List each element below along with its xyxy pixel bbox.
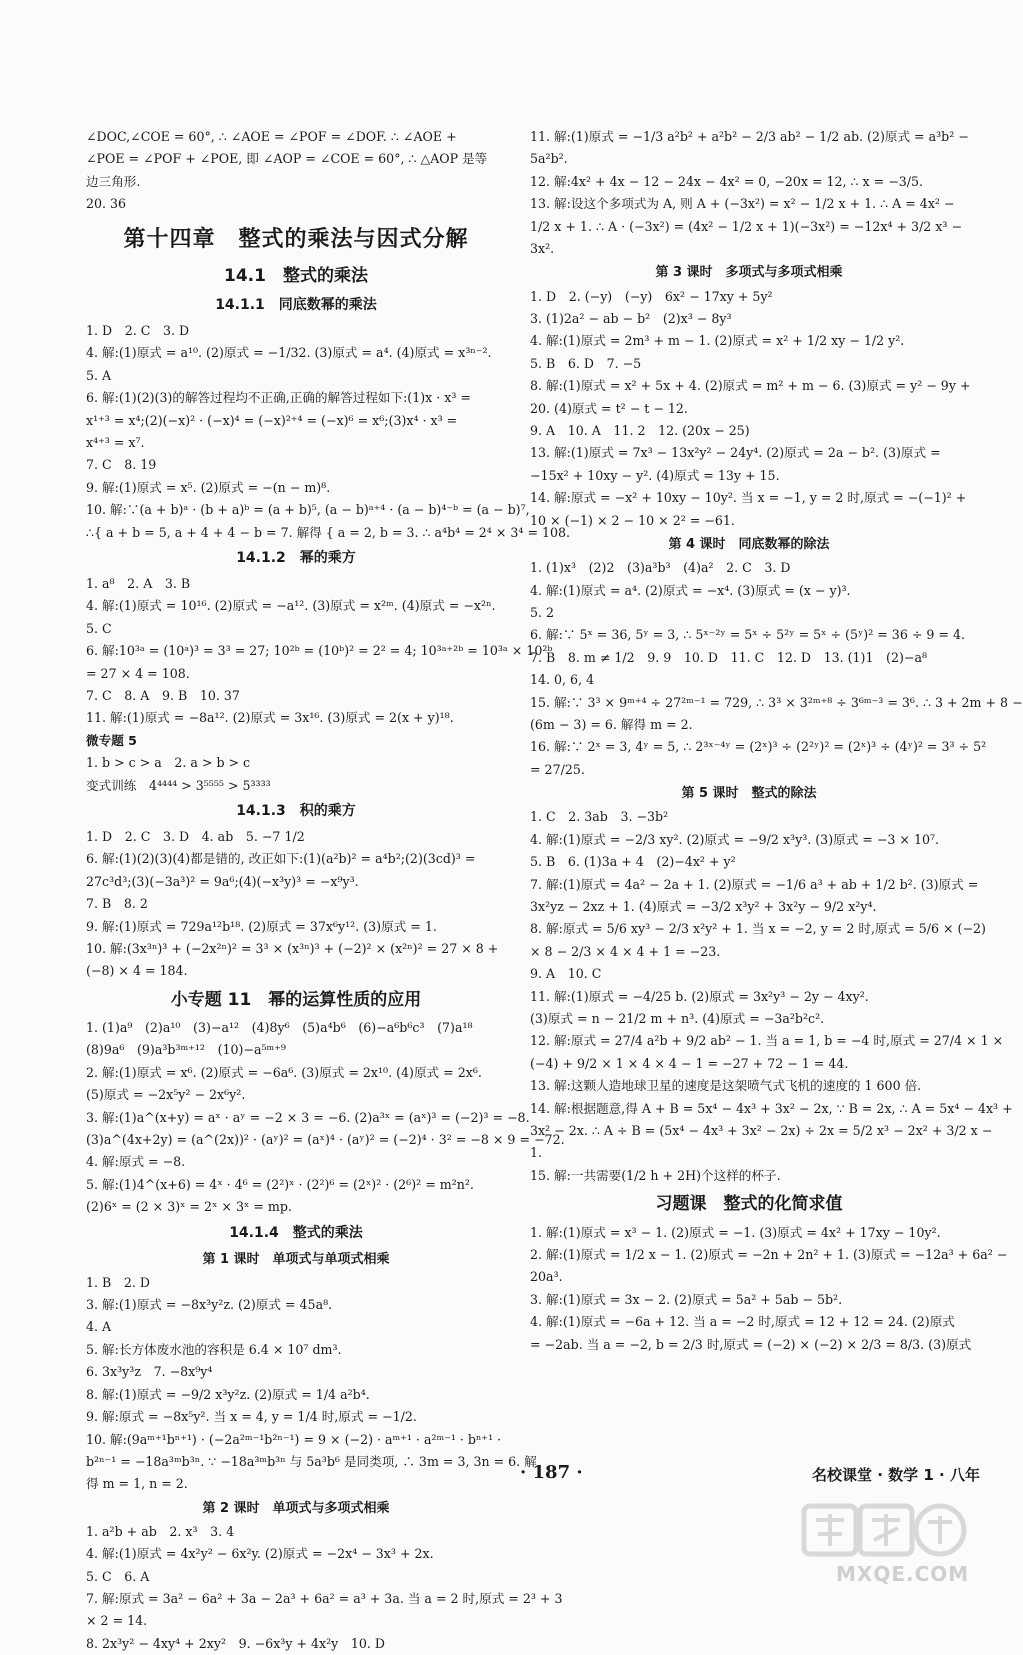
- answer-line: (3)a^(4x+2y) = (a^(2x))² · (aʸ)² = (aˣ)⁴ · (aʸ)² = (−2)⁴ · 3² = −8 × 9 = −72.: [86, 1132, 565, 1147]
- answer-line: 4. 解:原式 = −8.: [86, 1154, 186, 1170]
- answer-line: 20a³.: [530, 1269, 563, 1285]
- answer-line: x¹⁺³ = x⁴;(2)(−x)² · (−x)⁴ = (−x)²⁺⁴ = (−x)⁶ = x⁶;(3)x⁴ · x³ =: [86, 412, 458, 428]
- answer-line: 3x²yz − 2xz + 1. (4)原式 = −3/2 x³y² + 3x²y − 9/2 x²y⁴.: [530, 898, 877, 914]
- answer-line: b²ⁿ⁻¹ = −18a³ᵐb³ⁿ. ∵ −18a³ᵐb³ⁿ 与 5a³b⁶ 是同类项, ∴ 3m = 3, 3n = 6. 解: [86, 1453, 537, 1469]
- answer-line: 11. 解:(1)原式 = −8a¹². (2)原式 = 3x¹⁶. (3)原式 = 2(x + y)¹⁸.: [86, 710, 454, 726]
- answer-line: 7. C 8. 19: [86, 457, 157, 473]
- answer-line: 2. 解:(1)原式 = 1/2 x − 1. (2)原式 = −2n + 2n² + 1. (3)原式 = −12a³ + 6a² −: [530, 1246, 1008, 1262]
- answer-line: x⁴⁺³ = x⁷.: [86, 434, 145, 450]
- lesson-title: 第 3 课时 多项式与多项式相乘: [655, 265, 843, 281]
- subsection-title: 14.1.4 整式的乘法: [229, 1224, 363, 1241]
- answer-line: 5. B 6. (1)3a + 4 (2)−4x² + y²: [530, 854, 736, 870]
- answer-line: 7. C 8. A 9. B 10. 37: [86, 687, 240, 703]
- answer-line: 10. 解:∵(a + b)ᵃ · (b + a)ᵇ = (a + b)⁵, (a − b)ᵃ⁺⁴ · (a − b)⁴⁻ᵇ = (a − b)⁷,: [86, 502, 530, 518]
- answer-line: 4. A: [86, 1319, 112, 1335]
- lesson-title: 第 4 课时 同底数幂的除法: [668, 537, 830, 553]
- answer-line: × 8 − 2/3 × 4 × 4 + 1 = −23.: [530, 943, 721, 959]
- answer-line: 3x².: [530, 241, 555, 257]
- right-column: [530, 126, 1023, 1356]
- answer-line: 12. 解:4x² + 4x − 12 − 24x − 4x² = 0, −20x = 12, ∴ x = −3/5.: [530, 173, 924, 189]
- answer-line: 1. D 2. (−y) (−y) 6x² − 17xy + 5y²: [530, 288, 773, 304]
- answer-line: 7. 解:原式 = 3a² − 6a² + 3a − 2a³ + 6a² = a³ + 3a. 当 a = 2 时,原式 = 2³ + 3: [86, 1591, 563, 1607]
- answer-line: 15. 解:∵ 3³ × 9ᵐ⁺⁴ ÷ 27²ᵐ⁻¹ = 729, ∴ 3³ × 3²ᵐ⁺⁸ ÷ 3⁶ᵐ⁻³ = 3⁶. ∴ 3 + 2m + 8 −: [530, 694, 1023, 710]
- answer-line: 20. (4)原式 = t² − t − 12.: [530, 400, 688, 416]
- answer-line: 6. 3x³y³z 7. −8x⁹y⁴: [86, 1364, 213, 1380]
- answer-line: 1. (1)a⁹ (2)a¹⁰ (3)−a¹² (4)8y⁶ (5)a⁴b⁶ (6)−a⁶b⁶c³ (7)a¹⁸: [86, 1019, 473, 1035]
- topic-title: 小专题 11 幂的运算性质的应用: [170, 989, 422, 1010]
- answer-line: 5. 解:长方体废水池的容积是 6.4 × 10⁷ dm³.: [86, 1341, 342, 1357]
- answer-line: = 27 × 4 = 108.: [86, 665, 190, 681]
- answer-line: 14. 解:原式 = −x² + 10xy − 10y². 当 x = −1, y = 2 时,原式 = −(−1)² +: [530, 490, 967, 506]
- book-title: 名校课堂 · 数学 1 · 八年: [812, 1466, 980, 1484]
- answer-line: 4. 解:(1)原式 = a⁴. (2)原式 = −x⁴. (3)原式 = (x − y)³.: [530, 582, 851, 598]
- answer-line: 6. 解:(1)(2)(3)的解答过程均不正确,正确的解答过程如下:(1)x · x³ =: [86, 390, 471, 406]
- answer-line: 10. 解:(9aᵐ⁺¹bⁿ⁺¹) · (−2a²ᵐ⁻¹b²ⁿ⁻¹) = 9 × (−2) · aᵐ⁺¹ · a²ᵐ⁻¹ · bⁿ⁺¹ ·: [86, 1431, 502, 1447]
- answer-line: 8. 解:(1)原式 = x² + 5x + 4. (2)原式 = m² + m − 6. (3)原式 = y² − 9y +: [530, 378, 971, 394]
- subsection-title: 14.1.3 积的乘方: [236, 802, 356, 819]
- answer-line: 1/2 x + 1. ∴ A · (−3x²) = (4x² − 1/2 x + 1)(−3x²) = −12x⁴ + 3/2 x³ −: [530, 218, 963, 234]
- answer-line: 1. D 2. C 3. D: [86, 322, 190, 338]
- answer-line: 8. 解:(1)原式 = −9/2 x³y²z. (2)原式 = 1/4 a²b⁴.: [86, 1386, 370, 1402]
- answer-line: 得 m = 1, n = 2.: [86, 1476, 188, 1492]
- answer-line: 1. B 2. D: [86, 1274, 150, 1290]
- answer-line: 9. A 10. A 11. 2 12. (20x − 25): [530, 423, 750, 438]
- answer-line: 5. B 6. D 7. −5: [530, 355, 642, 371]
- answer-line: 1. (1)x³ (2)2 (3)a³b³ (4)a² 2. C 3. D: [530, 560, 791, 576]
- answer-line: 边三角形.: [86, 173, 141, 189]
- answer-line: (5)原式 = −2x⁵y² − 2x⁶y².: [86, 1087, 246, 1103]
- answer-line: 2. 解:(1)原式 = x⁶. (2)原式 = −6a⁶. (3)原式 = 2x¹⁰. (4)原式 = 2x⁶.: [86, 1064, 482, 1080]
- answer-line: 8. 解:原式 = 5/6 xy³ − 2/3 x²y² + 1. 当 x = −2, y = 2 时,原式 = 5/6 × (−2): [530, 921, 986, 937]
- answer-line: 1. 解:(1)原式 = x³ − 1. (2)原式 = −1. (3)原式 = 4x² + 17xy − 10y².: [530, 1224, 941, 1240]
- answer-line: 9. 解:(1)原式 = 729a¹²b¹⁸. (2)原式 = 37x⁶y¹². (3)原式 = 1.: [86, 918, 437, 934]
- answer-line: 5. C: [86, 620, 112, 636]
- answer-line: (2)6ˣ = (2 × 3)ˣ = 2ˣ × 3ˣ = mp.: [86, 1199, 292, 1215]
- lesson-title: 第 1 课时 单项式与单项式相乘: [202, 1251, 390, 1267]
- answer-line: 5. C 6. A: [86, 1568, 150, 1584]
- answer-line: 3x² − 2x. ∴ A ÷ B = (5x⁴ − 4x³ + 3x² − 2x) ÷ 2x = 5/2 x³ − 2x² + 3/2 x −: [530, 1123, 993, 1139]
- answer-line: 7. 解:(1)原式 = 4a² − 2a + 1. (2)原式 = −1/6 a³ + ab + 1/2 b². (3)原式 =: [530, 876, 979, 892]
- section-title: 14.1 整式的乘法: [224, 265, 368, 286]
- answer-line: 5a²b².: [530, 151, 568, 167]
- subsection-title: 14.1.2 幂的乘方: [236, 550, 356, 566]
- answer-line: 4. 解:(1)原式 = −2/3 xy². (2)原式 = −9/2 x³y³. (3)原式 = −3 × 10⁷.: [530, 831, 940, 847]
- answer-line: 4. 解:(1)原式 = a¹⁰. (2)原式 = −1/32. (3)原式 = a⁴. (4)原式 = x³ⁿ⁻².: [86, 345, 492, 361]
- answer-line: 5. A: [86, 367, 112, 383]
- answer-line: 13. 解:这颗人造地球卫星的速度是这架喷气式飞机的速度的 1 600 倍.: [530, 1078, 922, 1094]
- answer-line: 13. 解:(1)原式 = 7x³ − 13x²y² − 24y⁴. (2)原式 = 2a − b². (3)原式 =: [530, 445, 941, 461]
- answer-line: 4. 解:(1)原式 = 2m³ + m − 1. (2)原式 = x² + 1/2 xy − 1/2 y².: [530, 333, 905, 349]
- subsection-title: 14.1.1 同底数幂的乘法: [215, 297, 377, 314]
- answer-line: 9. 解:原式 = −8x⁵y². 当 x = 4, y = 1/4 时,原式 = −1/2.: [86, 1409, 417, 1425]
- answer-line: 15. 解:一共需要(1/2 h + 2H)个这样的杯子.: [530, 1167, 781, 1183]
- answer-line: 9. A 10. C: [530, 966, 602, 982]
- answer-line: (8)9a⁶ (9)a³b³ᵐ⁺¹² (10)−a⁵ᵐ⁺⁹: [86, 1042, 286, 1058]
- answer-line: (−4) + 9/2 × 1 × 4 × 4 − 1 = −27 + 72 − 1 = 44.: [530, 1055, 849, 1071]
- answer-line: (−8) × 4 = 184.: [86, 963, 188, 979]
- answer-line: 4. 解:(1)原式 = 10¹⁶. (2)原式 = −a¹². (3)原式 = x²ᵐ. (4)原式 = −x²ⁿ.: [86, 598, 496, 614]
- answer-line: 5. 2: [530, 604, 555, 620]
- answer-line: ∠POE = ∠POF + ∠POE, 即 ∠AOP = ∠COE = 60°, ∴ △AOP 是等: [86, 151, 488, 167]
- answer-line: 1.: [530, 1145, 543, 1161]
- answer-line: 10 × (−1) × 2 − 10 × 2² = −61.: [530, 512, 735, 528]
- answer-line: 9. 解:(1)原式 = x⁵. (2)原式 = −(n − m)⁸.: [86, 479, 331, 495]
- answer-line: 6. 解:10³ᵃ = (10ᵃ)³ = 3³ = 27; 10²ᵇ = (10ᵇ)² = 2² = 4; 10³ᵃ⁺²ᵇ = 10³ᵃ × 10²ᵇ: [86, 643, 553, 659]
- answer-line: 8. 2x³y² − 4xy⁴ + 2xy² 9. −6x³y + 4x²y 10. D: [86, 1635, 386, 1651]
- answer-line: 7. B 8. m ≠ 1/2 9. 9 10. D 11. C 12. D 13. (1)1 (2)−a⁸: [530, 649, 928, 665]
- answer-line: ∴{ a + b = 5, a + 4 + 4 − b = 7. 解得 { a = 2, b = 3. ∴ a⁴b⁴ = 2⁴ × 3⁴ = 108.: [86, 524, 571, 540]
- answer-line: 6. 解:(1)(2)(3)(4)都是错的, 改正如下:(1)(a²b)² = a⁴b²;(2)(3cd)³ =: [86, 851, 476, 867]
- answer-line: 6. 解:∵ 5ˣ = 36, 5ʸ = 3, ∴ 5ˣ⁻²ʸ = 5ˣ ÷ 5²ʸ = 5ˣ ÷ (5ʸ)² = 36 ÷ 9 = 4.: [530, 627, 965, 643]
- answer-line: 4. 解:(1)原式 = −6a + 12. 当 a = −2 时,原式 = 12 + 12 = 24. (2)原式: [530, 1314, 955, 1330]
- answer-line: 变式训练 4⁴⁴⁴⁴ > 3⁵⁵⁵⁵ > 5³³³³: [86, 777, 271, 793]
- answer-line: = 27/25.: [530, 761, 585, 777]
- answer-line: 1. b > c > a 2. a > b > c: [86, 755, 251, 771]
- answer-line: 3. (1)2a² − ab − b² (2)x³ − 8y³: [530, 310, 732, 326]
- answer-line: 14. 解:根据题意,得 A + B = 5x⁴ − 4x³ + 3x² − 2x, ∵ B = 2x, ∴ A = 5x⁴ − 4x³ +: [530, 1100, 1013, 1116]
- practice-title: 习题课 整式的化简求值: [655, 1194, 843, 1215]
- answer-line: 13. 解:设这个多项式为 A, 则 A + (−3x²) = x² − 1/2 x + 1. ∴ A = 4x² −: [530, 196, 955, 212]
- answer-line: 3. 解:(1)a^(x+y) = aˣ · aʸ = −2 × 3 = −6. (2)a³ˣ = (aˣ)³ = (−2)³ = −8.: [86, 1109, 530, 1125]
- answer-line: 1. D 2. C 3. D 4. ab 5. −7 1/2: [86, 828, 305, 844]
- answer-line: 27c³d³;(3)(−3a³)² = 9a⁶;(4)(−x³y)³ = −x⁹y³.: [86, 873, 359, 889]
- answer-line: 4. 解:(1)原式 = 4x²y² − 6x²y. (2)原式 = −2x⁴ − 3x³ + 2x.: [86, 1546, 434, 1562]
- answer-line: 7. B 8. 2: [86, 896, 148, 912]
- watermark-text: MXQE.COM: [836, 1562, 970, 1586]
- answer-line: 10. 解:(3x³ⁿ)³ + (−2x²ⁿ)² = 3³ × (x³ⁿ)³ + (−2)² × (x²ⁿ)² = 27 × 8 +: [86, 940, 499, 956]
- answer-line: 14. 0, 6, 4: [530, 672, 595, 688]
- answer-line: 1. a²b + ab 2. x³ 3. 4: [86, 1523, 235, 1539]
- answer-line: 20. 36: [86, 196, 127, 212]
- answer-line: 5. 解:(1)4^(x+6) = 4ˣ · 4⁶ = (2²)ˣ · (2²)⁶ = (2ˣ)² · (2⁶)² = m²n².: [86, 1176, 474, 1192]
- answer-line: 16. 解:∵ 2ˣ = 3, 4ʸ = 5, ∴ 2³ˣ⁻⁴ʸ = (2ˣ)³ ÷ (2²ʸ)² = (2ˣ)³ ÷ (4ʸ)² = 3³ ÷ 5²: [530, 739, 987, 755]
- lesson-title: 第 5 课时 整式的除法: [681, 786, 817, 802]
- answer-line: 11. 解:(1)原式 = −4/25 b. (2)原式 = 3x²y³ − 2y − 4xy².: [530, 988, 869, 1004]
- answer-line: 11. 解:(1)原式 = −1/3 a²b² + a²b² − 2/3 ab² − 1/2 ab. (2)原式 = a³b² −: [530, 129, 969, 144]
- micro-topic-label: 微专题 5: [86, 732, 137, 748]
- answer-line: (3)原式 = n − 21/2 m + n³. (4)原式 = −3a²b²c².: [530, 1011, 825, 1026]
- lesson-title: 第 2 课时 单项式与多项式相乘: [202, 1500, 390, 1516]
- answer-line: (6m − 3) = 6. 解得 m = 2.: [530, 717, 693, 732]
- answer-line: 3. 解:(1)原式 = 3x − 2. (2)原式 = 5a² + 5ab − 5b².: [530, 1291, 843, 1307]
- answer-line: × 2 = 14.: [86, 1613, 148, 1629]
- answer-line: = −2ab. 当 a = −2, b = 2/3 时,原式 = (−2) × (−2) × 2/3 = 8/3. (3)原式: [530, 1336, 972, 1352]
- chapter-title: 第十四章 整式的乘法与因式分解: [123, 226, 469, 252]
- answer-line: 3. 解:(1)原式 = −8x³y²z. (2)原式 = 45a⁸.: [86, 1297, 333, 1313]
- page-number: · 187 ·: [520, 1462, 583, 1483]
- answer-line: 12. 解:原式 = 27/4 a²b + 9/2 ab² − 1. 当 a = 1, b = −4 时,原式 = 27/4 × 1 ×: [530, 1033, 1004, 1049]
- answer-line: 1. C 2. 3ab 3. −3b²: [530, 809, 669, 825]
- answer-line: ∠DOC,∠COE = 60°, ∴ ∠AOE = ∠POF = ∠DOF. ∴ ∠AOE +: [86, 129, 457, 144]
- answer-line: 1. a⁸ 2. A 3. B: [86, 575, 191, 591]
- answer-line: −15x² + 10xy − y². (4)原式 = 13y + 15.: [530, 467, 780, 483]
